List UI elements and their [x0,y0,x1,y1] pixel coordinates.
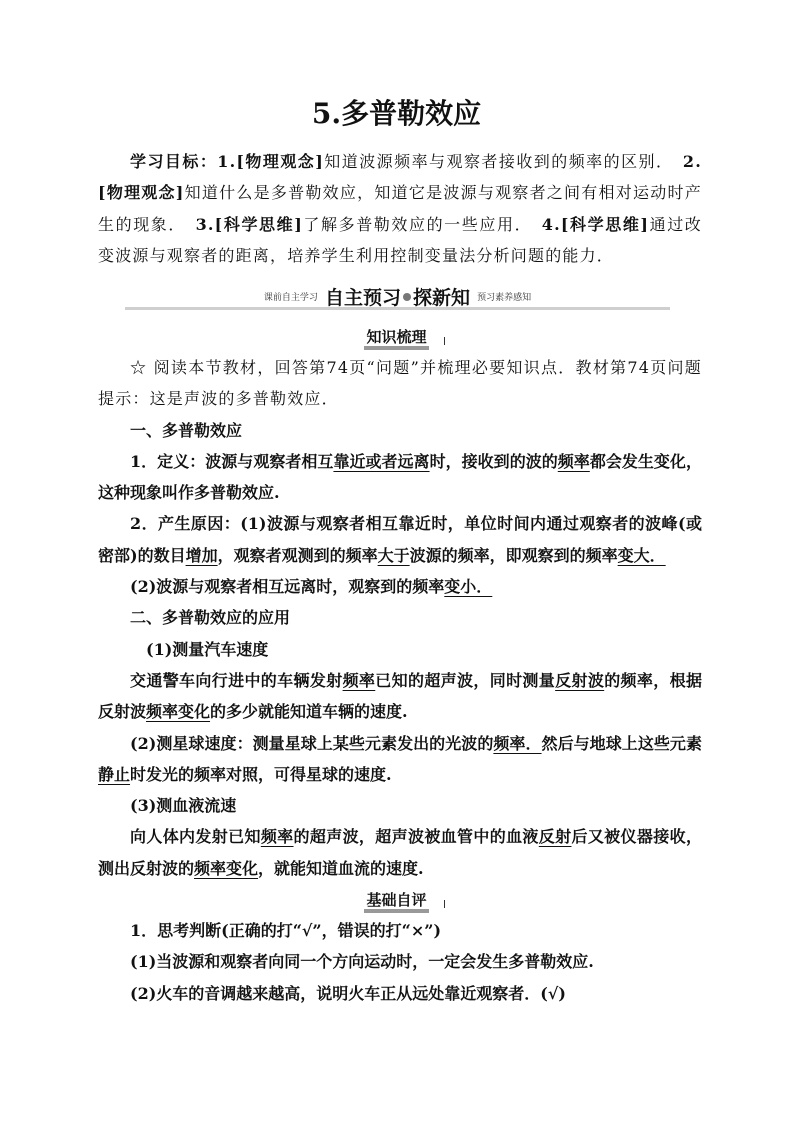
text-segment: ，观察者观测到的频率 [217,545,378,565]
paragraph [98,352,702,415]
text-segment: 了解多普勒效应的一些应用． [303,214,542,234]
paragraph [98,665,702,728]
text-segment: 时，接收到的波的 [429,451,558,471]
section-heading-label: 基础自评 [364,891,428,913]
banner-right-text: 预习素养感知 [477,293,532,303]
text-segment: 的多少就能知道车辆的速度. [210,702,408,722]
knowledge-content [98,352,702,884]
paragraph [98,602,702,633]
exercise-list [98,915,702,1009]
text-segment: 后又被仪器接收，测出反射波的 [98,827,702,878]
text-segment: 的超声波，超声波被血管中的血液 [293,827,539,847]
underlined-answer: 增加 [185,545,218,565]
underlined-answer: 变大． [617,545,666,565]
paragraph [98,571,702,602]
text-segment: 2.[物理观念] [98,152,703,203]
text-segment: 交通警车向行进中的车辆发射 [130,670,343,690]
text-segment: 通过改变波源与观察者的距离，培养学生利用控制变量法分析问题的能力． [98,214,702,265]
paragraph [98,415,702,446]
text-segment: (1)测量汽车速度 [130,639,269,659]
section-heading-knowledge [0,326,793,347]
underlined-answer: 频率． [493,733,542,753]
banner-main-1: 自主预习 [324,287,401,309]
page-title: 5.多普勒效应 [311,97,482,130]
text-segment: 已知的超声波，同时测量 [375,670,556,690]
section-heading-label: 知识梳理 [364,328,428,350]
banner-dot-icon [403,293,411,301]
text-segment: 学习目标：1.[物理观念] [130,152,325,171]
underlined-answer: 频率 [557,451,590,471]
text-segment: 2．产生原因：(1)波源与观察者相互靠近时，单位时间内通过观察者的波峰(或密部)的数目 [98,514,702,565]
banner-left-text: 课前自主学习 [263,293,318,303]
text-segment: 二、多普勒效应的应用 [130,608,291,628]
exercise-item: 1．思考判断(正确的打“√”，错误的打“×”) [130,921,442,940]
underlined-answer: 频率 [342,670,376,690]
learning-objectives [98,146,702,271]
text-segment: 一、多普勒效应 [130,420,243,440]
underlined-answer: 大于 [377,545,410,565]
text-segment: 3.[科学思维] [195,214,304,234]
text-segment: (2)测星球速度：测量星球上某些元素发出的光波的 [130,733,494,753]
banner-main-2: 探新知 [413,287,471,309]
exercise-item: (2)火车的音调越来越高，说明火车正从远处靠近观察者．(√) [130,983,566,1003]
text-segment: (3)测血液流速 [130,796,237,816]
paragraph [98,821,702,884]
section-banner [125,283,670,311]
underlined-answer: 反射波 [555,670,605,690]
paragraph [98,790,702,821]
text-segment: ，就能知道血流的速度. [258,858,424,878]
text-segment: 知道什么是多普勒效应，知道它是波源与观察者之间有相对运动时产生的现象． [98,183,702,234]
paragraph [98,728,702,791]
text-segment: 4.[科学思维] [541,214,650,234]
exercise-item: (1)当波源和观察者向同一个方向运动时，一定会发生多普勒效应. [130,952,594,972]
text-segment: (2)波源与观察者相互远离时，观察到的频率 [130,577,445,597]
underlined-answer: 频率变化 [194,858,259,878]
text-segment: 波源的频率，即观察到的频率 [409,545,618,565]
paragraph [98,446,702,509]
text-segment: ☆ 阅读本节教材，回答第74页“问题”并梳理必要知识点．教材第74页问题提示：这是声波的多普勒效应． [98,358,702,409]
text-segment: 都会发生变化，这种现象叫作多普勒效应. [98,451,702,503]
underlined-answer: 变小． [444,577,493,597]
underlined-answer: 频率 [260,827,294,847]
underlined-answer: 反射 [538,827,572,847]
section-heading-self-check [0,889,793,910]
text-segment: 的频率，根据反射波 [98,670,702,722]
text-segment: 时发光的频率对照，可得星球的速度. [130,764,392,784]
underlined-answer: 静止 [98,764,131,784]
text-segment: 1．定义：波源与观察者相互 [130,451,334,471]
paragraph [98,508,702,571]
text-segment: 然后与地球上这些元素 [541,733,702,753]
text-segment: 知道波源频率与观察者接收到的频率的区别． [324,152,683,171]
underlined-answer: 频率变化 [146,702,211,722]
underlined-answer: 靠近或者远离 [333,451,430,471]
text-segment: 向人体内发射已知 [130,827,261,847]
paragraph [98,634,702,665]
